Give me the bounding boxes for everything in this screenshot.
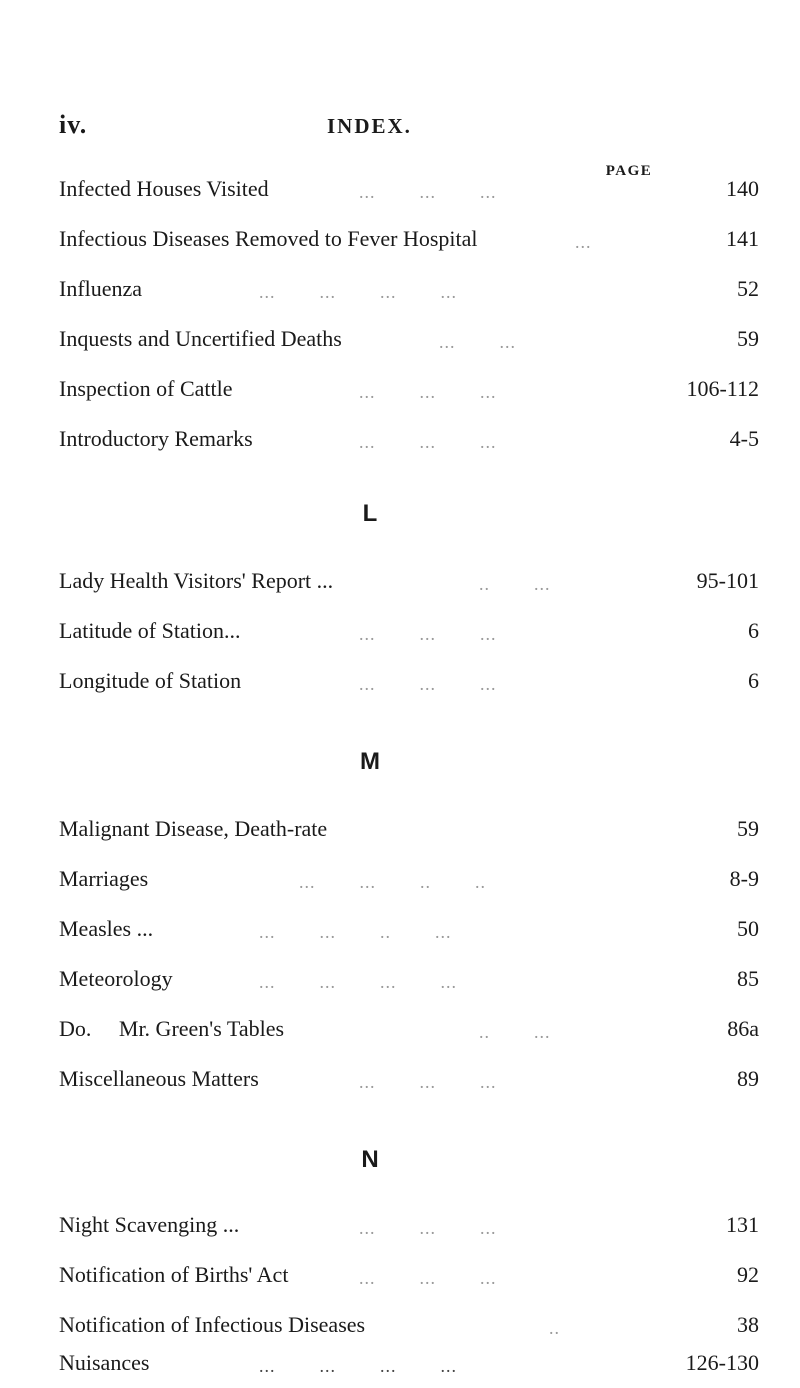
- entry-page: 106-112: [686, 376, 759, 401]
- leader-dots: ... ... ...: [359, 432, 497, 452]
- entry-page: 50: [737, 916, 759, 941]
- leader-dots: ... ... .. ..: [299, 872, 486, 892]
- index-entry: [59, 568, 759, 602]
- entry-label: Nuisances: [59, 1350, 150, 1375]
- entry-label: Malignant Disease, Death-rate: [59, 816, 328, 841]
- leader-dots: ... ... .. ...: [259, 922, 452, 942]
- entry-label: Notification of Infectious Diseases: [59, 1312, 366, 1337]
- entry-page: 141: [726, 226, 759, 251]
- entry-page: 131: [726, 1212, 759, 1237]
- index-entry: [59, 226, 759, 260]
- entry-page: 6: [748, 618, 759, 643]
- entry-page: 85: [737, 966, 759, 991]
- entry-page: 59: [737, 816, 759, 841]
- entry-page: 52: [737, 276, 759, 301]
- entry-label: Longitude of Station: [59, 668, 242, 693]
- index-entry: [59, 1262, 759, 1296]
- entry-page: 38: [737, 1312, 759, 1337]
- index-entry: [59, 1312, 759, 1346]
- leader-dots: ...: [575, 232, 592, 252]
- entry-label: Marriages: [59, 866, 149, 891]
- index-entry: [59, 426, 759, 460]
- index-entry: [59, 668, 759, 702]
- index-entry: [59, 276, 759, 310]
- section-letter: M: [360, 748, 380, 775]
- entry-page: 92: [737, 1262, 759, 1287]
- index-entry: [59, 1016, 759, 1050]
- entry-label: Latitude of Station...: [59, 618, 241, 643]
- entry-page: 126-130: [685, 1350, 759, 1375]
- page-header: [59, 110, 759, 140]
- index-entry: [59, 816, 759, 850]
- entry-label: Notification of Births' Act: [59, 1262, 289, 1287]
- entry-label: Lady Health Visitors' Report ...: [59, 568, 334, 593]
- leader-dots: ... ... ...: [359, 1072, 497, 1092]
- index-entry: [59, 916, 759, 950]
- leader-dots: ... ...: [439, 332, 516, 352]
- entry-label: Infected Houses Visited: [59, 176, 269, 201]
- index-entry: [59, 966, 759, 1000]
- entry-label: Infectious Diseases Removed to Fever Hospital: [59, 226, 478, 251]
- entry-label: Inspection of Cattle: [59, 376, 233, 401]
- index-entry: [59, 1066, 759, 1100]
- leader-dots: ... ... ...: [359, 1268, 497, 1288]
- index-entry: [59, 326, 759, 360]
- page-column-heading: PAGE: [605, 163, 653, 179]
- leader-dots: ..: [549, 1318, 560, 1338]
- entry-page: 8-9: [729, 866, 759, 891]
- leader-dots: ... ... ... ...: [259, 1356, 457, 1376]
- entry-label: Do. Mr. Green's Tables: [59, 1016, 285, 1041]
- entry-page: 6: [748, 668, 759, 693]
- index-entry: [59, 1350, 759, 1384]
- index-entry: [59, 618, 759, 652]
- entry-label: Miscellaneous Matters: [59, 1066, 259, 1091]
- leader-dots: ... ... ...: [359, 182, 497, 202]
- leader-dots: ... ... ...: [359, 1218, 497, 1238]
- leader-dots: ... ... ... ...: [259, 282, 457, 302]
- entry-page: 95-101: [696, 568, 759, 593]
- leader-dots: ... ... ... ...: [259, 972, 457, 992]
- page-number: iv.: [59, 110, 88, 139]
- index-entry: [59, 176, 759, 210]
- entry-label: Inquests and Uncertified Deaths: [59, 326, 342, 351]
- leader-dots: ... ... ...: [359, 624, 497, 644]
- leader-dots: ... ... ...: [359, 382, 497, 402]
- running-title: INDEX.: [327, 114, 412, 138]
- index-entry: [59, 866, 759, 900]
- index-entry: [59, 376, 759, 410]
- entry-label: Meteorology: [59, 966, 173, 991]
- index-entry: [59, 1212, 759, 1246]
- entry-page: 89: [737, 1066, 759, 1091]
- entry-page: 59: [737, 326, 759, 351]
- entry-label: Night Scavenging ...: [59, 1212, 240, 1237]
- entry-page: 140: [726, 176, 759, 201]
- section-letter: N: [361, 1146, 379, 1173]
- section-letter: L: [362, 500, 378, 527]
- leader-dots: .. ...: [479, 574, 551, 594]
- leader-dots: ... ... ...: [359, 674, 497, 694]
- entry-page: 4-5: [729, 426, 759, 451]
- leader-dots: .. ...: [479, 1022, 551, 1042]
- entry-page: 86a: [727, 1016, 759, 1041]
- entry-label: Measles ...: [59, 916, 154, 941]
- entry-label: Introductory Remarks: [59, 426, 253, 451]
- entry-label: Influenza: [59, 276, 143, 301]
